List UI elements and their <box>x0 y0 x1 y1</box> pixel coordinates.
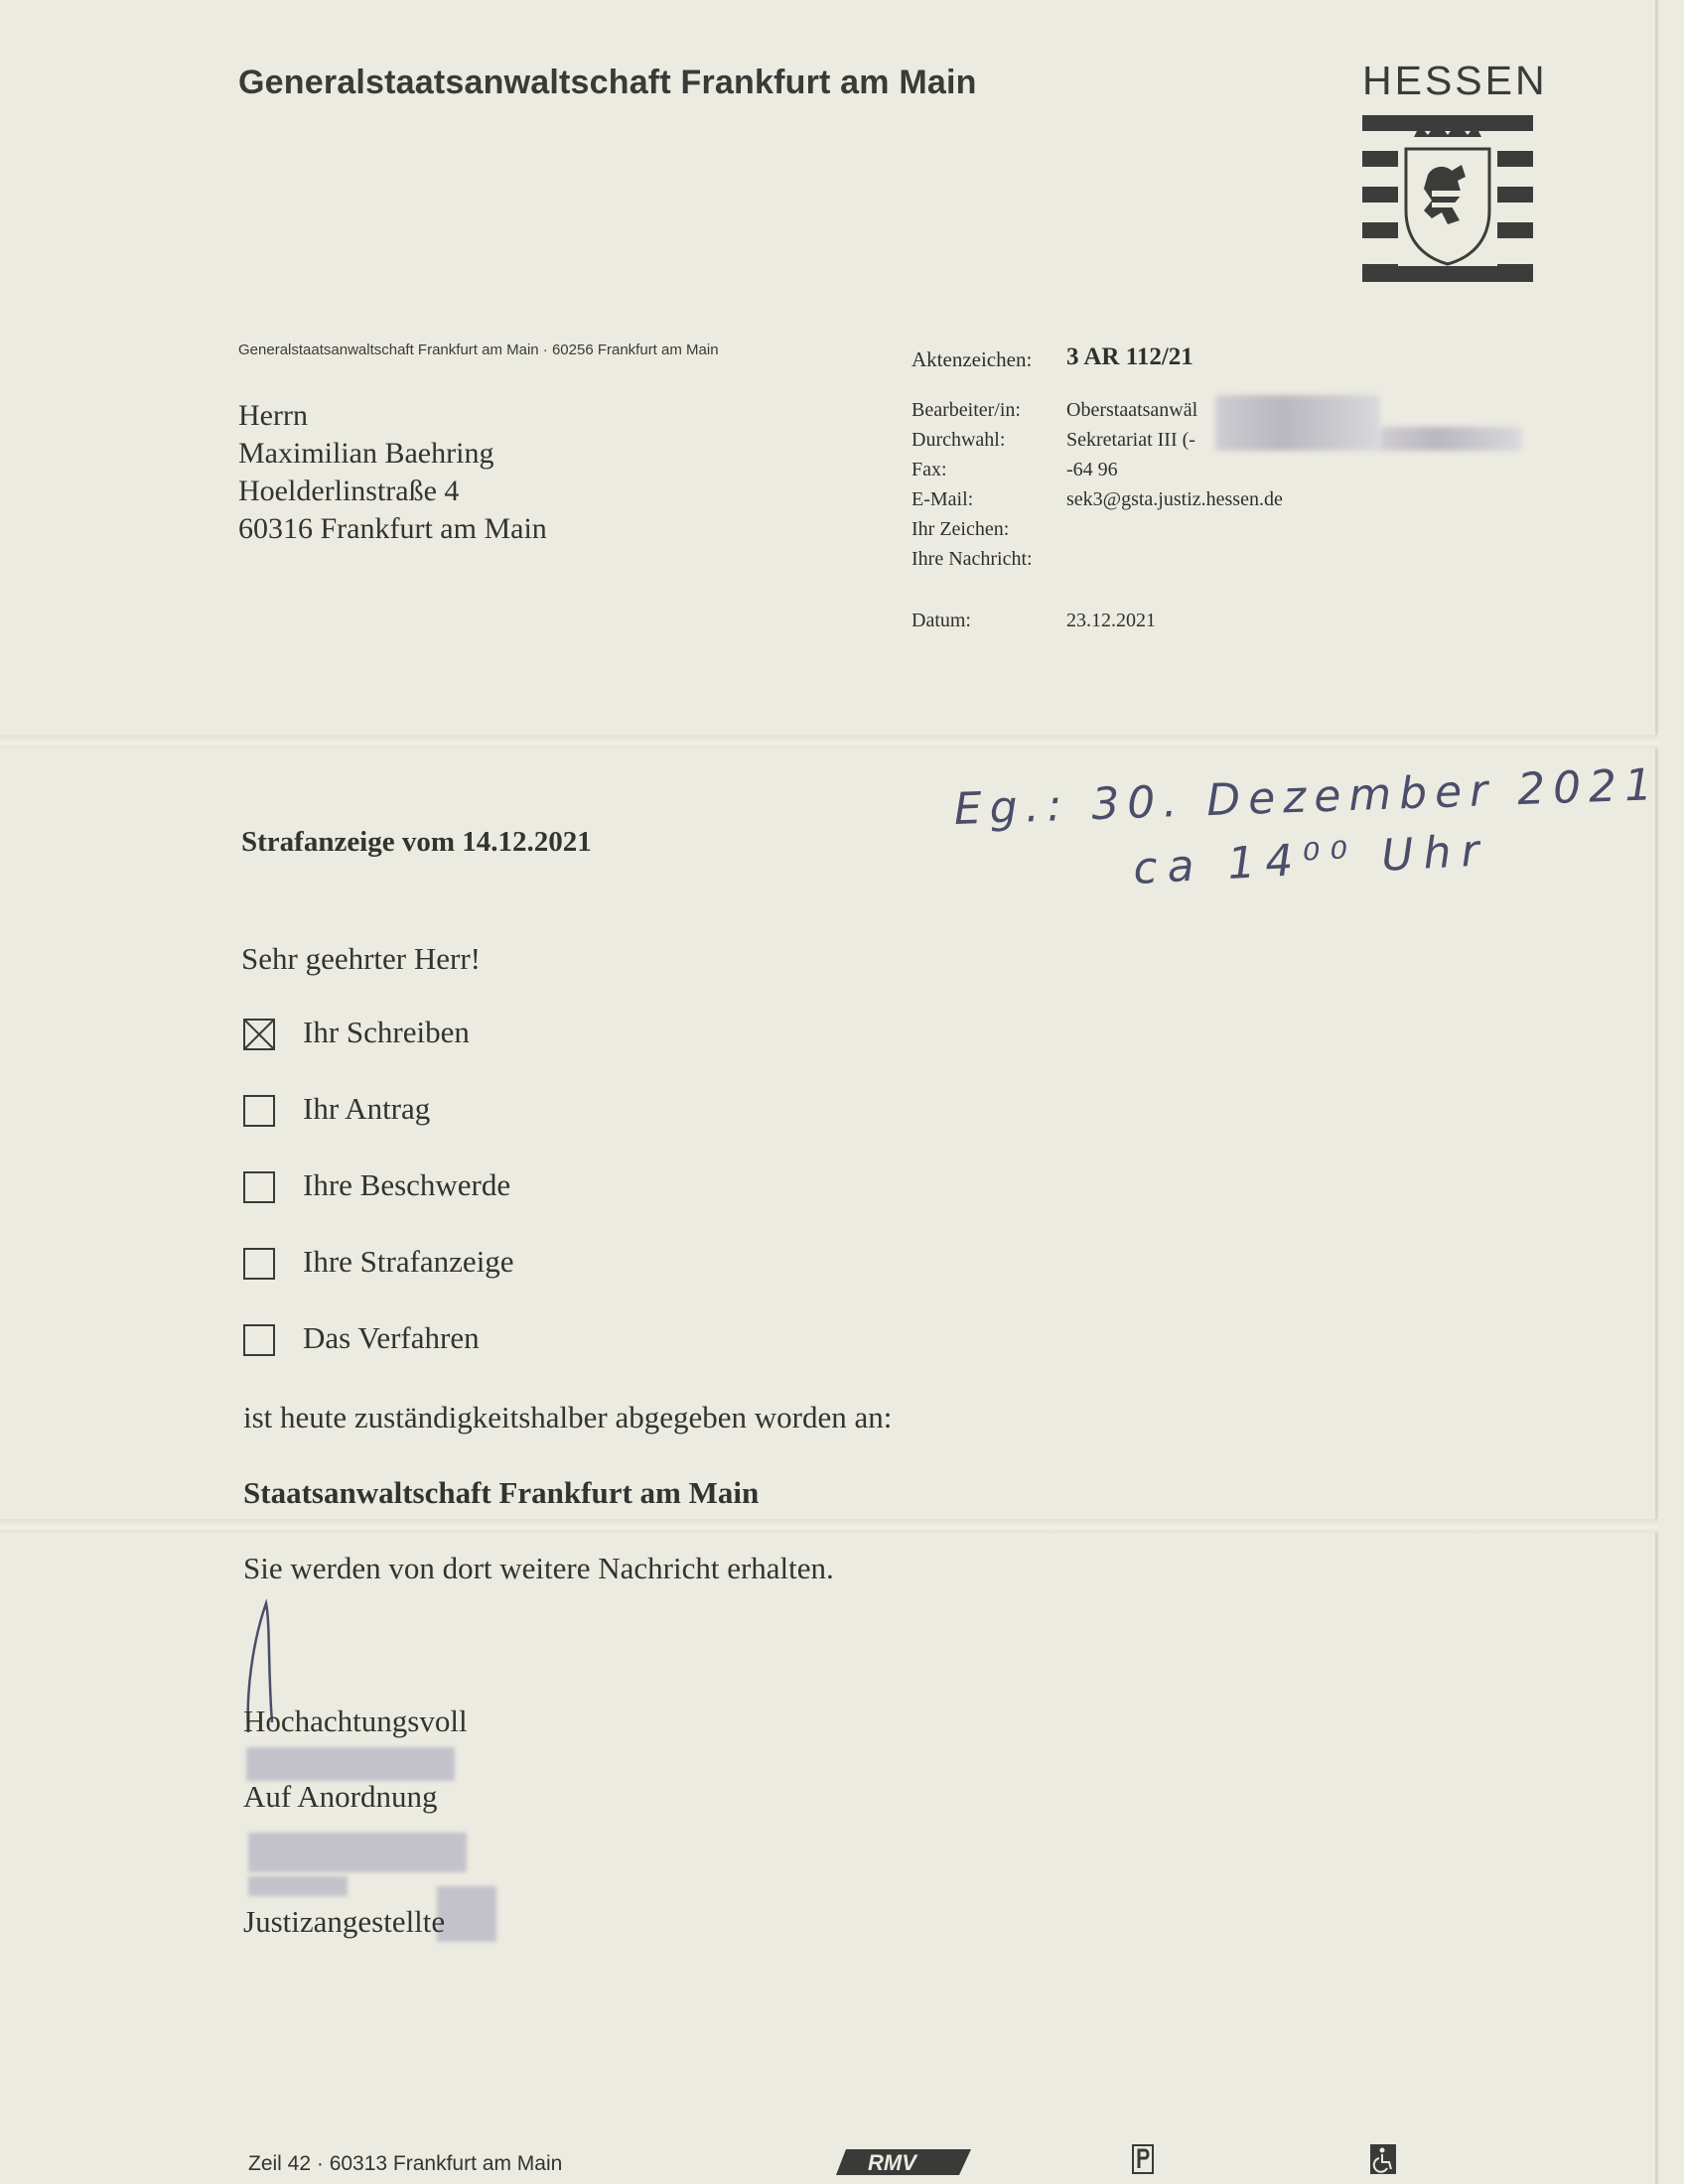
ihr-zeichen-label: Ihr Zeichen: <box>912 518 1010 540</box>
email-value: sek3@gsta.justiz.hessen.de <box>1066 488 1283 510</box>
handwritten-received-time: ca 14⁰⁰ Uhr <box>1132 825 1490 894</box>
email-label: E-Mail: <box>912 488 974 510</box>
checkbox-empty-icon <box>243 1248 275 1280</box>
redaction-blur <box>1215 395 1380 451</box>
closing-regards: Hochachtungsvoll <box>243 1704 468 1738</box>
datum-value: 23.12.2021 <box>1066 610 1156 631</box>
recipient-name: Maximilian Baehring <box>238 437 494 470</box>
checkbox-checked-icon <box>243 1019 275 1050</box>
paper-fold <box>0 735 1658 749</box>
aktenzeichen-value: 3 AR 112/21 <box>1066 343 1193 370</box>
state-name: HESSEN <box>1362 58 1548 103</box>
rmv-logo-text: RMV <box>868 2150 916 2175</box>
checkbox-empty-icon <box>243 1324 275 1356</box>
hessen-coat-of-arms-icon <box>1362 115 1533 284</box>
option-label: Das Verfahren <box>303 1320 480 1355</box>
bearbeiter-value: Oberstaatsanwäl <box>1066 399 1198 421</box>
forwarded-text: ist heute zuständigkeitshalber abgegeben worden an: <box>243 1400 893 1434</box>
closing-on-order: Auf Anordnung <box>243 1779 438 1814</box>
signature-redaction <box>248 1876 348 1896</box>
paper-fold <box>0 1519 1658 1533</box>
recipient-address <box>238 397 547 548</box>
option-label: Ihr Schreiben <box>303 1015 470 1049</box>
notice-text: Sie werden von dort weitere Nachricht erhalten. <box>243 1551 834 1585</box>
authority-title: Generalstaatsanwaltschaft Frankfurt am Main <box>238 64 977 101</box>
option-label: Ihr Antrag <box>303 1091 431 1126</box>
fax-label: Fax: <box>912 459 947 480</box>
signature-redaction <box>246 1747 455 1781</box>
bearbeiter-label: Bearbeiter/in: <box>912 399 1021 421</box>
handwritten-received-date: Eg.: 30. Dezember 2021 <box>953 759 1661 835</box>
recipient-salutation: Herrn <box>238 399 308 432</box>
rmv-logo <box>836 2149 971 2175</box>
return-address: Generalstaatsanwaltschaft Frankfurt am Main · 60256 Frankfurt am Main <box>238 341 719 358</box>
recipient-city: 60316 Frankfurt am Main <box>238 512 547 545</box>
redaction-blur <box>1380 427 1521 451</box>
ihre-nachricht-label: Ihre Nachricht: <box>912 548 1033 570</box>
datum-label: Datum: <box>912 610 971 631</box>
durchwahl-value: Sekretariat III (- <box>1066 429 1195 451</box>
footer-address: Zeil 42 · 60313 Frankfurt am Main <box>248 2152 563 2175</box>
aktenzeichen-label: Aktenzeichen: <box>912 347 1033 371</box>
checkbox-empty-icon <box>243 1171 275 1203</box>
signature-redaction <box>437 1886 496 1942</box>
option-label: Ihre Beschwerde <box>303 1167 511 1202</box>
letter-salutation: Sehr geehrter Herr! <box>241 941 481 976</box>
durchwahl-label: Durchwahl: <box>912 429 1006 451</box>
recipient-street: Hoelderlinstraße 4 <box>238 475 460 507</box>
letter-subject: Strafanzeige vom 14.12.2021 <box>241 826 592 858</box>
checkbox-empty-icon <box>243 1095 275 1127</box>
parking-icon <box>1132 2144 1154 2174</box>
recipient-office: Staatsanwaltschaft Frankfurt am Main <box>243 1475 760 1510</box>
option-label: Ihre Strafanzeige <box>303 1244 514 1279</box>
fax-value: -64 96 <box>1066 459 1118 480</box>
wheelchair-icon <box>1370 2144 1396 2174</box>
signature-redaction <box>248 1833 467 1872</box>
closing-role: Justizangestellte <box>243 1904 446 1939</box>
